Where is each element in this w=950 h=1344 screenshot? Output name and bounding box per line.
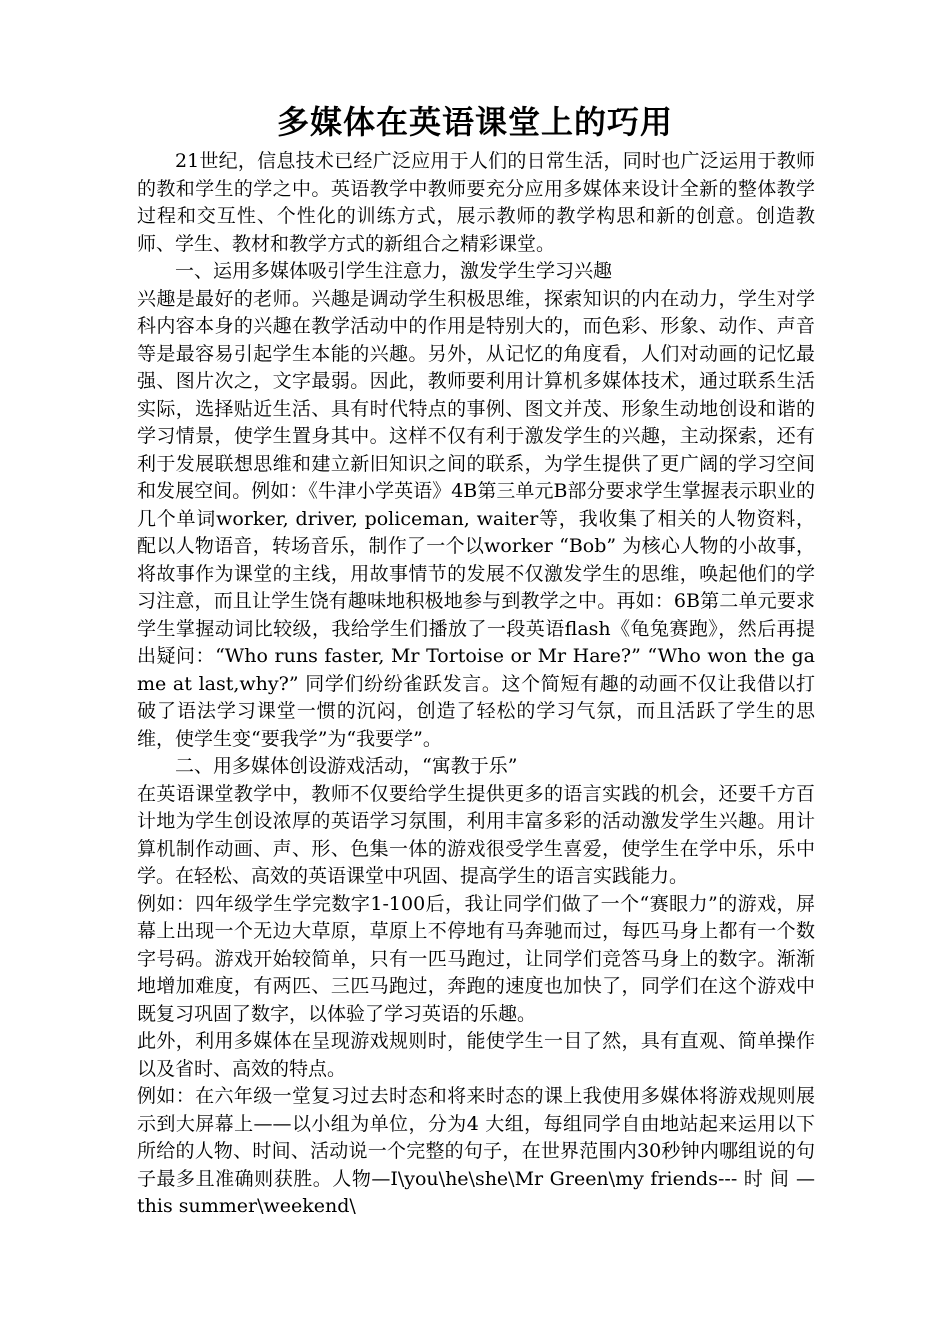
- example-paragraph-numbers: 例如：四年级学生学完数字1-100后，我让同学们做了一个“赛眼力”的游戏，屏幕上出现一个无边大草原，草原上不停地有马奔驰而过，每匹马身上都有一个数字号码。游戏开始较简单，只有一匹马跑过，让同学们竞答马身上的数字。渐渐地增加难度，有两匹、三匹马跑过，奔跑的速度也加快了，同学们在这个游戏中既复习巩固了数字，以体验了学习英语的乐趣。: [137, 892, 815, 1025]
- intro-paragraph: 21世纪，信息技术已经广泛应用于人们的日常生活，同时也广泛运用于教师的教和学生的学之中。英语教学中教师要充分应用多媒体来设计全新的整体教学过程和交互性、个性化的训练方式，展示教师的教学构思和新的创意。创造教师、学生、教材和教学方式的新组合之精彩课堂。: [137, 150, 815, 255]
- section-2-paragraph: 在英语课堂教学中，教师不仅要给学生提供更多的语言实践的机会，还要千方百计地为学生创设浓厚的英语学习氛围，利用丰富多彩的活动激发学生兴趣。用计算机制作动画、声、形、色集一体的游戏很受学生喜爱，使学生在学中乐，乐中学。在轻松、高效的英语课堂中巩固、提高学生的语言实践能力。: [137, 782, 815, 887]
- document-title: 多媒体在英语课堂上的巧用: [276, 103, 673, 141]
- section-heading-2: 二、用多媒体创设游戏活动，“寓教于乐”: [175, 755, 518, 777]
- rules-paragraph: 此外，利用多媒体在呈现游戏规则时，能使学生一目了然，具有直观、简单操作以及省时、高效的特点。: [137, 1030, 815, 1080]
- section-heading-1: 一、运用多媒体吸引学生注意力，激发学生学习兴趣: [175, 260, 613, 282]
- example-paragraph-tenses: 例如：在六年级一堂复习过去时态和将来时态的课上我使用多媒体将游戏规则展示到大屏幕上——以小组为单位，分为4 大组，每组同学自由地站起来运用以下所给的人物、时间、活动说一个完整的句子，在世界范围内30秒钟内哪组说的句子最多且准确则获胜。人物—I\you\he\she\Mr Green\my friends--- 时 间 — this summer\weekend\: [137, 1085, 815, 1217]
- section-1-paragraph: 兴趣是最好的老师。兴趣是调动学生积极思维，探索知识的内在动力，学生对学科内容本身的兴趣在教学活动中的作用是特别大的，而色彩、形象、动作、声音等是最容易引起学生本能的兴趣。另外，从记忆的角度看，人们对动画的记忆最强、图片次之，文字最弱。因此，教师要利用计算机多媒体技术，通过联系生活实际，选择贴近生活、具有时代特点的事例、图文并茂、形象生动地创设和谐的学习情景，使学生置身其中。这样不仅有利于激发学生的兴趣，主动探索，还有利于发展联想思维和建立新旧知识之间的联系，为学生提供了更广阔的学习空间和发展空间。例如：《牛津小学英语》4B第三单元B部分要求学生掌握表示职业的几个单词worker, driver, policeman, waiter等，我收集了相关的人物资料，配以人物语音，转场音乐，制作了一个以worker “Bob” 为核心人物的小故事，将故事作为课堂的主线，用故事情节的发展不仅激发学生的思维，唤起他们的学习注意，而且让学生饶有趣味地积极地参与到教学之中。再如：6B第二单元要求学生掌握动词比较级，我给学生们播放了一段英语flash《龟兔赛跑》，然后再提出疑问：“Who runs faster, Mr Tortoise or Mr Hare?” “Who won the game at last,why?” 同学们纷纷雀跃发言。这个简短有趣的动画不仅让我借以打破了语法学习课堂一惯的沉闷，创造了轻松的学习气氛，而且活跃了学生的思维，使学生变“要我学”为“我要学”。: [137, 287, 815, 750]
- document-body: [137, 148, 815, 1221]
